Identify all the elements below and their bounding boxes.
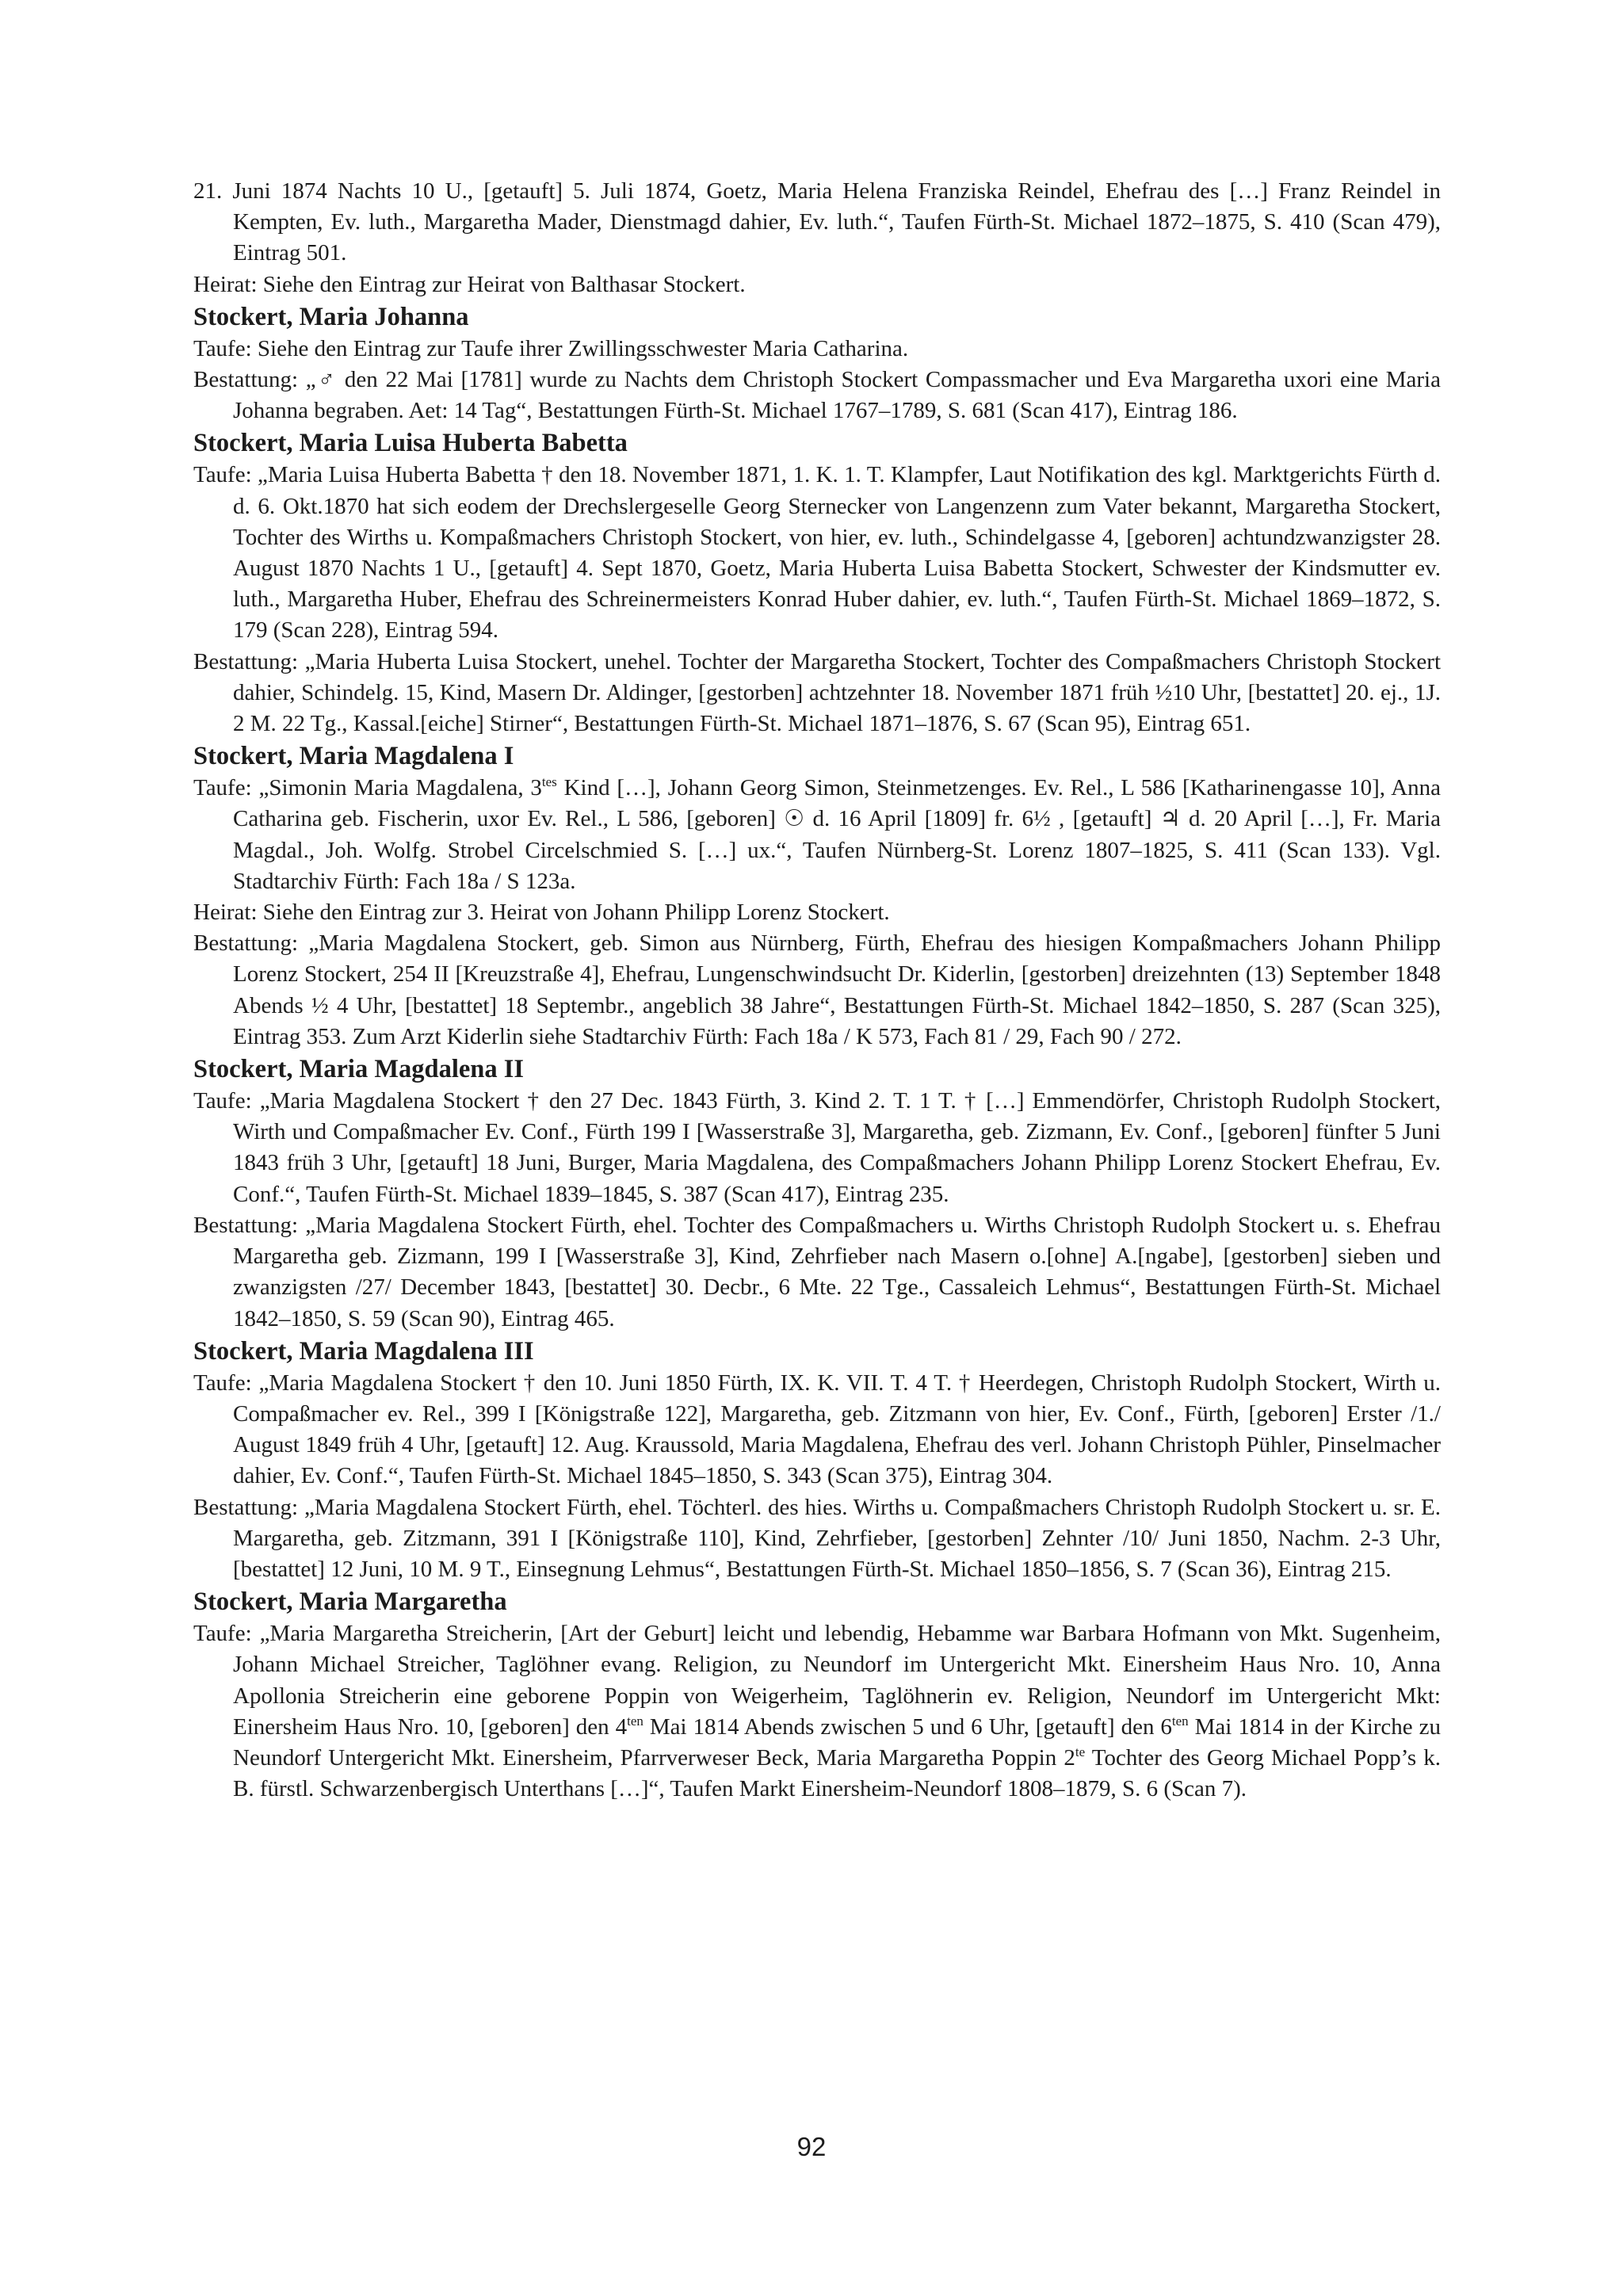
- page-number: 92: [796, 2132, 827, 2161]
- person-heading: Stockert, Maria Luisa Huberta Babetta: [193, 429, 628, 458]
- entry-label: Heirat:: [193, 271, 258, 297]
- entry-bestattung: Bestattung: „Maria Magdalena Stockert Fürth, ehel. Tochter des Compaßmachers u. Wirths Christoph Rudolph Stockert u. s. Ehefrau Margaretha geb. Zizmann, 199 I [Wasserstraße 3], Kind, Zehrfieber nach Masern o.[ohne] A.[ngabe], [gestorben] sieben und zwanzigsten /27/ December 1843, [bestattet] 30. Decbr., 6 Mte. 22 Tge., Cassaleich Lehmus“, Bestattungen Fürth-St. Michael 1842–1850, S. 59 (Scan 90), Eintrag 465.: [193, 1212, 1441, 1331]
- entry-label: Bestattung:: [193, 648, 299, 674]
- entry-heirat: Heirat: Siehe den Eintrag zur 3. Heirat von Johann Philipp Lorenz Stockert.: [193, 900, 890, 926]
- entry-label: Taufe:: [193, 1370, 252, 1396]
- entry-label: Bestattung:: [193, 367, 299, 393]
- entry-label: Taufe:: [193, 462, 252, 488]
- entry-heirat: Heirat: Siehe den Eintrag zur Heirat von Balthasar Stockert.: [193, 271, 746, 297]
- entry-taufe: Taufe: „Maria Magdalena Stockert † den 10. Juni 1850 Fürth, IX. K. VII. T. 4 T. † Heerdegen, Christoph Rudolph Stockert, Wirth u. Compaßmacher ev. Rel., 399 I [Königstraße 122], Margaretha, geb. Zitzmann von hier, Ev. Conf., Fürth, [geboren] Erster /1./ August 1849 früh 4 Uhr, [getauft] 12. Aug. Kraussold, Maria Magdalena, Ehefrau des verl. Johann Christoph Pühler, Pinselmacher dahier, Ev. Conf.“, Taufen Fürth-St. Michael 1845–1850, S. 343 (Scan 375), Eintrag 304.: [193, 1370, 1442, 1489]
- entry-bestattung: Bestattung: „Maria Huberta Luisa Stockert, unehel. Tochter der Margaretha Stockert, Tochter des Compaßmachers Christoph Stockert dahier, Schindelg. 15, Kind, Masern Dr. Aldinger, [gestorben] achtzehnter 18. November 1871 früh ½10 Uhr, [bestattet] 20. ej., 1J. 2 M. 22 Tg., Kassal.[eiche] Stirner“, Bestattungen Fürth-St. Michael 1871–1876, S. 67 (Scan 95), Eintrag 651.: [193, 648, 1441, 737]
- entry-taufe: Taufe: „Simonin Maria Magdalena, $3^{tes}$ Kind […], Johann Georg Simon, Steinmetzenges. Ev. Rel., L 586 [Katharinengasse 10], Anna Catharina geb. Fischerin, uxor Ev. Rel., L 586, [geboren] ☉ d. 16 April [1809] fr. 6½ , [getauft] ♃ d. 20 April […], Fr. Maria Magdal., Joh. Wolfg. Strobel Circelschmied S. […] ux.“, Taufen Nürnberg-St. Lorenz 1807–1825, S. 411 (Scan 133). Vgl. Stadtarchiv Fürth: Fach 18a / S 123a.: [193, 774, 1442, 894]
- entry-label: Taufe:: [193, 1088, 252, 1114]
- entry-label: Taufe:: [193, 1621, 252, 1647]
- entry-label: Heirat:: [193, 900, 258, 926]
- entry-bestattung: Bestattung: „♂ den 22 Mai [1781] wurde zu Nachts dem Christoph Stockert Compassmacher und Eva Margaretha uxori eine Maria Johanna begraben. Aet: 14 Tag“, Bestattungen Fürth-St. Michael 1767–1789, S. 681 (Scan 417), Eintrag 186.: [193, 367, 1441, 424]
- entry-taufe: Taufe: „Maria Magdalena Stockert † den 27 Dec. 1843 Fürth, 3. Kind 2. T. 1 T. † […] Emmendörfer, Christoph Rudolph Stockert, Wirth und Compaßmacher Ev. Conf., Fürth 199 I [Wasserstraße 3], Margaretha, geb. Zizmann, Ev. Conf., [geboren] fünfter 5 Juni 1843 früh 3 Uhr, [getauft] 18 Juni, Burger, Maria Magdalena, des Compaßmachers Johann Philipp Lorenz Stockert Ehefrau, Ev. Conf.“, Taufen Fürth-St. Michael 1839–1845, S. 387 (Scan 417), Eintrag 235.: [193, 1088, 1442, 1207]
- entry-label: Bestattung:: [193, 1212, 299, 1238]
- person-heading: Stockert, Maria Magdalena III: [193, 1336, 534, 1366]
- entry-label: Bestattung:: [193, 930, 299, 957]
- entry-taufe: Taufe: „Maria Margaretha Streicherin, [Art der Geburt] leicht und lebendig, Hebamme war Barbara Hofmann von Mkt. Sugenheim, Johann Michael Streicher, Taglöhner evang. Religion, zu Neundorf im Untergericht Mkt. Einersheim Haus Nro. 10, Anna Apollonia Streicherin eine geborene Poppin von Weigerheim, Taglöhnerin ev. Religion, Neundorf im Untergericht Mkt: Einersheim Haus Nro. 10, [geboren] den $4^{ten}$ Mai 1814 Abends zwischen 5 und 6 Uhr, [getauft] den $6^{ten}$ Mai 1814 in der Kirche zu Neundorf Untergericht Mkt. Einersheim, Pfarrverweser Beck, Maria Margaretha Poppin $2^{te}$ Tochter des Georg Michael Popp’s k. B. fürstl. Schwarzenbergisch Unterthans […]“, Taufen Markt Einersheim-Neundorf 1808–1879, S. 6 (Scan 7).: [193, 1621, 1442, 1802]
- entry-taufe: Taufe: „Maria Luisa Huberta Babetta † den 18. November 1871, 1. K. 1. T. Klampfer, Laut Notifikation des kgl. Marktgerichts Fürth d. d. 6. Okt.1870 hat sich eodem der Drechslergeselle Georg Sternecker von Langenzenn zum Vater bekannt, Margaretha Stockert, Tochter des Wirths u. Kompaßmachers Christoph Stockert, von hier, ev. luth., Schindelgasse 4, [geboren] achtundzwanzigster 28. August 1870 Nachts 1 U., [getauft] 4. Sept 1870, Goetz, Maria Huberta Luisa Babetta Stockert, Schwester der Kindsmutter ev. luth., Margaretha Huber, Ehefrau des Schreinermeisters Konrad Huber dahier, ev. luth.“, Taufen Fürth-St. Michael 1869–1872, S. 179 (Scan 228), Eintrag 594.: [193, 462, 1441, 644]
- entry-label: Taufe:: [193, 775, 252, 801]
- entry-label: Bestattung:: [193, 1494, 299, 1520]
- person-heading: Stockert, Maria Johanna: [193, 302, 469, 331]
- document-body: [193, 176, 1441, 1805]
- entry-bestattung: Bestattung: „Maria Magdalena Stockert, geb. Simon aus Nürnberg, Fürth, Ehefrau des hiesigen Kompaßmachers Johann Philipp Lorenz Stockert, 254 II [Kreuzstraße 4], Ehefrau, Lungenschwindsucht Dr. Kiderlin, [gestorben] dreizehnten (13) September 1848 Abends ½ 4 Uhr, [bestattet] 18 Septembr., angeblich 38 Jahre“, Bestattungen Fürth-St. Michael 1842–1850, S. 287 (Scan 325), Eintrag 353. Zum Arzt Kiderlin siehe Stadtarchiv Fürth: Fach 18a / K 573, Fach 81 / 29, Fach 90 / 272.: [193, 930, 1442, 1049]
- entry-taufe: Taufe: Siehe den Eintrag zur Taufe ihrer Zwillingsschwester Maria Catharina.: [193, 335, 909, 361]
- person-heading: Stockert, Maria Margaretha: [193, 1587, 507, 1617]
- person-heading: Stockert, Maria Magdalena I: [193, 742, 514, 771]
- entry-bestattung: Bestattung: „Maria Magdalena Stockert Fürth, ehel. Töchterl. des hies. Wirths u. Compaßmachers Christoph Rudolph Stockert u. sr. E. Margaretha, geb. Zitzmann, 391 I [Königstraße 110], Kind, Zehrfieber, [gestorben] Zehnter /10/ Juni 1850, Nachm. 2-3 Uhr, [bestattet] 12 Juni, 10 M. 9 T., Einsegnung Lehmus“, Bestattungen Fürth-St. Michael 1850–1856, S. 7 (Scan 36), Eintrag 215.: [193, 1494, 1442, 1582]
- person-heading: Stockert, Maria Magdalena II: [193, 1055, 525, 1084]
- entry-continuation: 21. Juni 1874 Nachts 10 U., [getauft] 5. Juli 1874, Goetz, Maria Helena Franziska Reindel, Ehefrau des […] Franz Reindel in Kempten, Ev. luth., Margaretha Mader, Dienstmagd dahier, Ev. luth.“, Taufen Fürth-St. Michael 1872–1875, S. 410 (Scan 479), Eintrag 501.: [193, 178, 1441, 266]
- entry-label: Taufe:: [193, 335, 252, 361]
